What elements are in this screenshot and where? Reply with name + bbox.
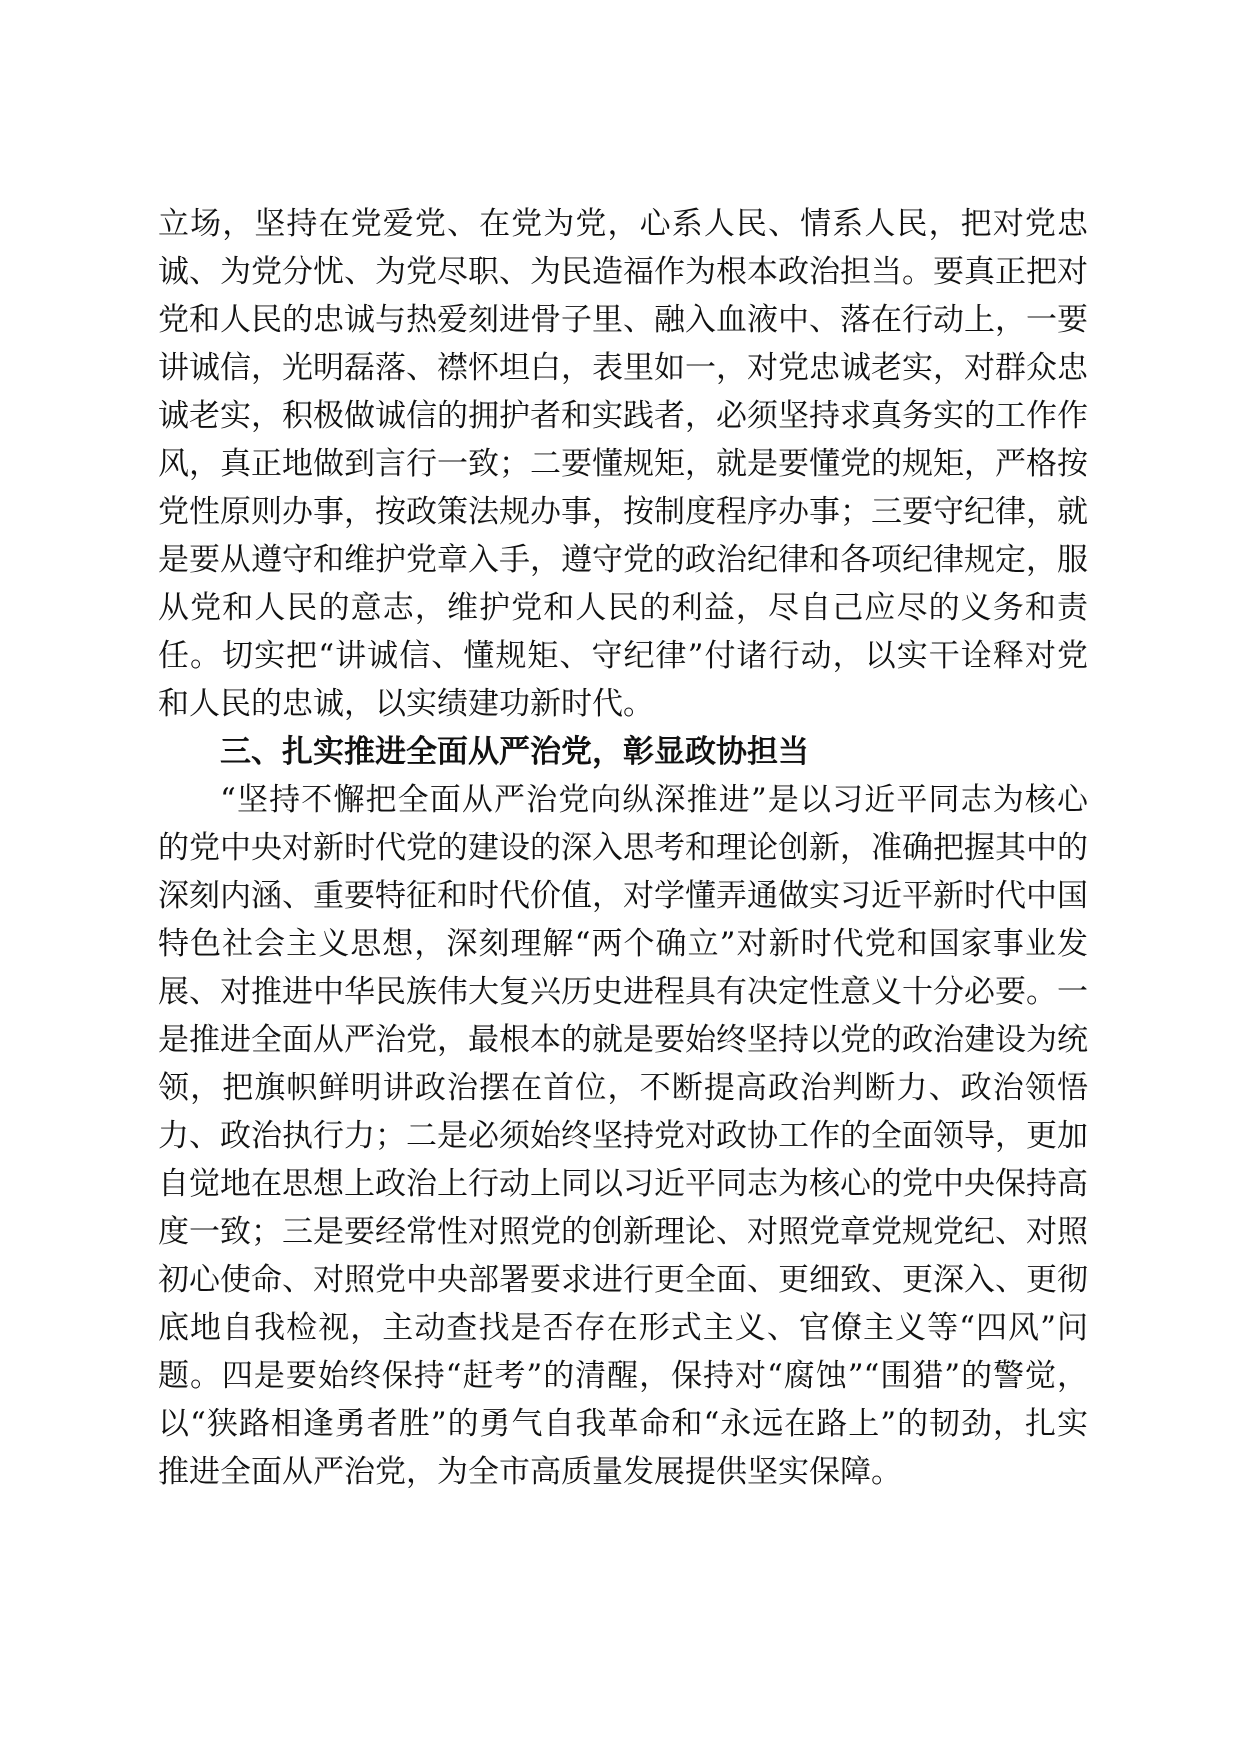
document-body: [158, 200, 1088, 1496]
section-heading-3: 三、扎实推进全面从严治党，彰显政协担当: [220, 734, 809, 770]
body-paragraph-continued: 立场，坚持在党爱党、在党为党，心系人民、情系人民，把对党忠诚、为党分忧、为党尽职、为民造福作为根本政治担当。要真正把对党和人民的忠诚与热爱刻进骨子里、融入血液中、落在行动上，一要讲诚信，光明磊落、襟怀坦白，表里如一，对党忠诚老实，对群众忠诚老实，积极做诚信的拥护者和实践者，必须坚持求真务实的工作作风，真正地做到言行一致；二要懂规矩，就是要懂党的规矩，严格按党性原则办事，按政策法规办事，按制度程序办事；三要守纪律，就是要从遵守和维护党章入手，遵守党的政治纪律和各项纪律规定，服从党和人民的意志，维护党和人民的利益，尽自己应尽的义务和责任。切实把“讲诚信、懂规矩、守纪律”付诸行动，以实干诠释对党和人民的忠诚，以实绩建功新时代。: [158, 206, 1088, 722]
body-paragraph: “坚持不懈把全面从严治党向纵深推进”是以习近平同志为核心的党中央对新时代党的建设的深入思考和理论创新，准确把握其中的深刻内涵、重要特征和时代价值，对学懂弄通做实习近平新时代中国特色社会主义思想，深刻理解“两个确立”对新时代党和国家事业发展、对推进中华民族伟大复兴历史进程具有决定性意义十分必要。一是推进全面从严治党，最根本的就是要始终坚持以党的政治建设为统领，把旗帜鲜明讲政治摆在首位，不断提高政治判断力、政治领悟力、政治执行力；二是必须始终坚持党对政协工作的全面领导，更加自觉地在思想上政治上行动上同以习近平同志为核心的党中央保持高度一致；三是要经常性对照党的创新理论、对照党章党规党纪、对照初心使命、对照党中央部署要求进行更全面、更细致、更深入、更彻底地自我检视，主动查找是否存在形式主义、官僚主义等“四风”问题。四是要始终保持“赶考”的清醒，保持对“腐蚀”“围猎”的警觉，以“狭路相逢勇者胜”的勇气自我革命和“永远在路上”的韧劲，扎实推进全面从严治党，为全市高质量发展提供坚实保障。: [158, 782, 1088, 1490]
